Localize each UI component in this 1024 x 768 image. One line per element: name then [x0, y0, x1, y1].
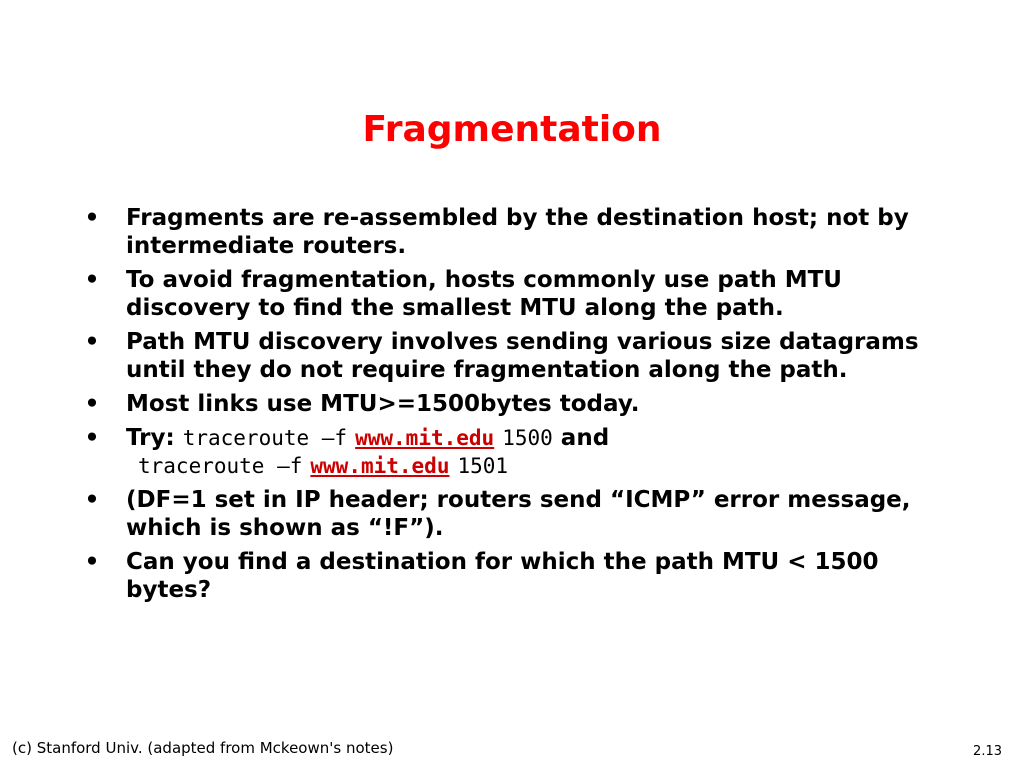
- bullet-text: Can you find a destination for which the path MTU < 1500 bytes?: [126, 549, 879, 603]
- packet-size-1: 1500: [502, 426, 553, 450]
- traceroute-command-1: traceroute –f: [182, 426, 348, 450]
- bullet-text: To avoid fragmentation, hosts commonly use path MTU discovery to find the smallest MTU along the path.: [126, 267, 842, 321]
- bullet-marker: •: [84, 549, 100, 575]
- bullet-item-4: [82, 390, 962, 418]
- mit-link-1[interactable]: www.mit.edu: [355, 426, 495, 450]
- bullet-item-question: [82, 548, 962, 604]
- bullet-text: Path MTU discovery involves sending various size datagrams until they do not require fragmentation along the path.: [126, 329, 919, 383]
- page-number: 2.13: [973, 744, 1002, 759]
- bullet-marker: •: [84, 487, 100, 513]
- bullet-item-2: [82, 266, 962, 322]
- bullet-marker: •: [84, 267, 100, 293]
- bullet-text: Most links use MTU>=1500bytes today.: [126, 391, 640, 417]
- mit-link-2[interactable]: www.mit.edu: [310, 454, 450, 478]
- traceroute-command-2: traceroute –f: [138, 454, 303, 478]
- packet-size-2: 1501: [457, 454, 509, 478]
- bullet-item-1: [82, 204, 962, 260]
- bullet-marker: •: [84, 329, 100, 355]
- bullet-text: Fragments are re-assembled by the destination host; not by intermediate routers.: [126, 205, 909, 259]
- bullet-list: [82, 204, 962, 610]
- bullet-marker: •: [84, 391, 100, 417]
- try-label: Try:: [126, 425, 175, 451]
- bullet-marker: •: [84, 205, 100, 231]
- slide-title: Fragmentation: [362, 109, 662, 150]
- bullet-item-df: [82, 486, 962, 542]
- bullet-marker: •: [84, 425, 100, 451]
- bullet-item-try: [82, 424, 962, 480]
- try-second-line: [126, 452, 962, 480]
- footer-credit: (c) Stanford Univ. (adapted from Mckeown's notes): [12, 739, 394, 757]
- bullet-item-3: [82, 328, 962, 384]
- try-joiner: and: [560, 425, 610, 451]
- bullet-text: (DF=1 set in IP header; routers send “ICMP” error message, which is shown as “!F”).: [126, 487, 911, 541]
